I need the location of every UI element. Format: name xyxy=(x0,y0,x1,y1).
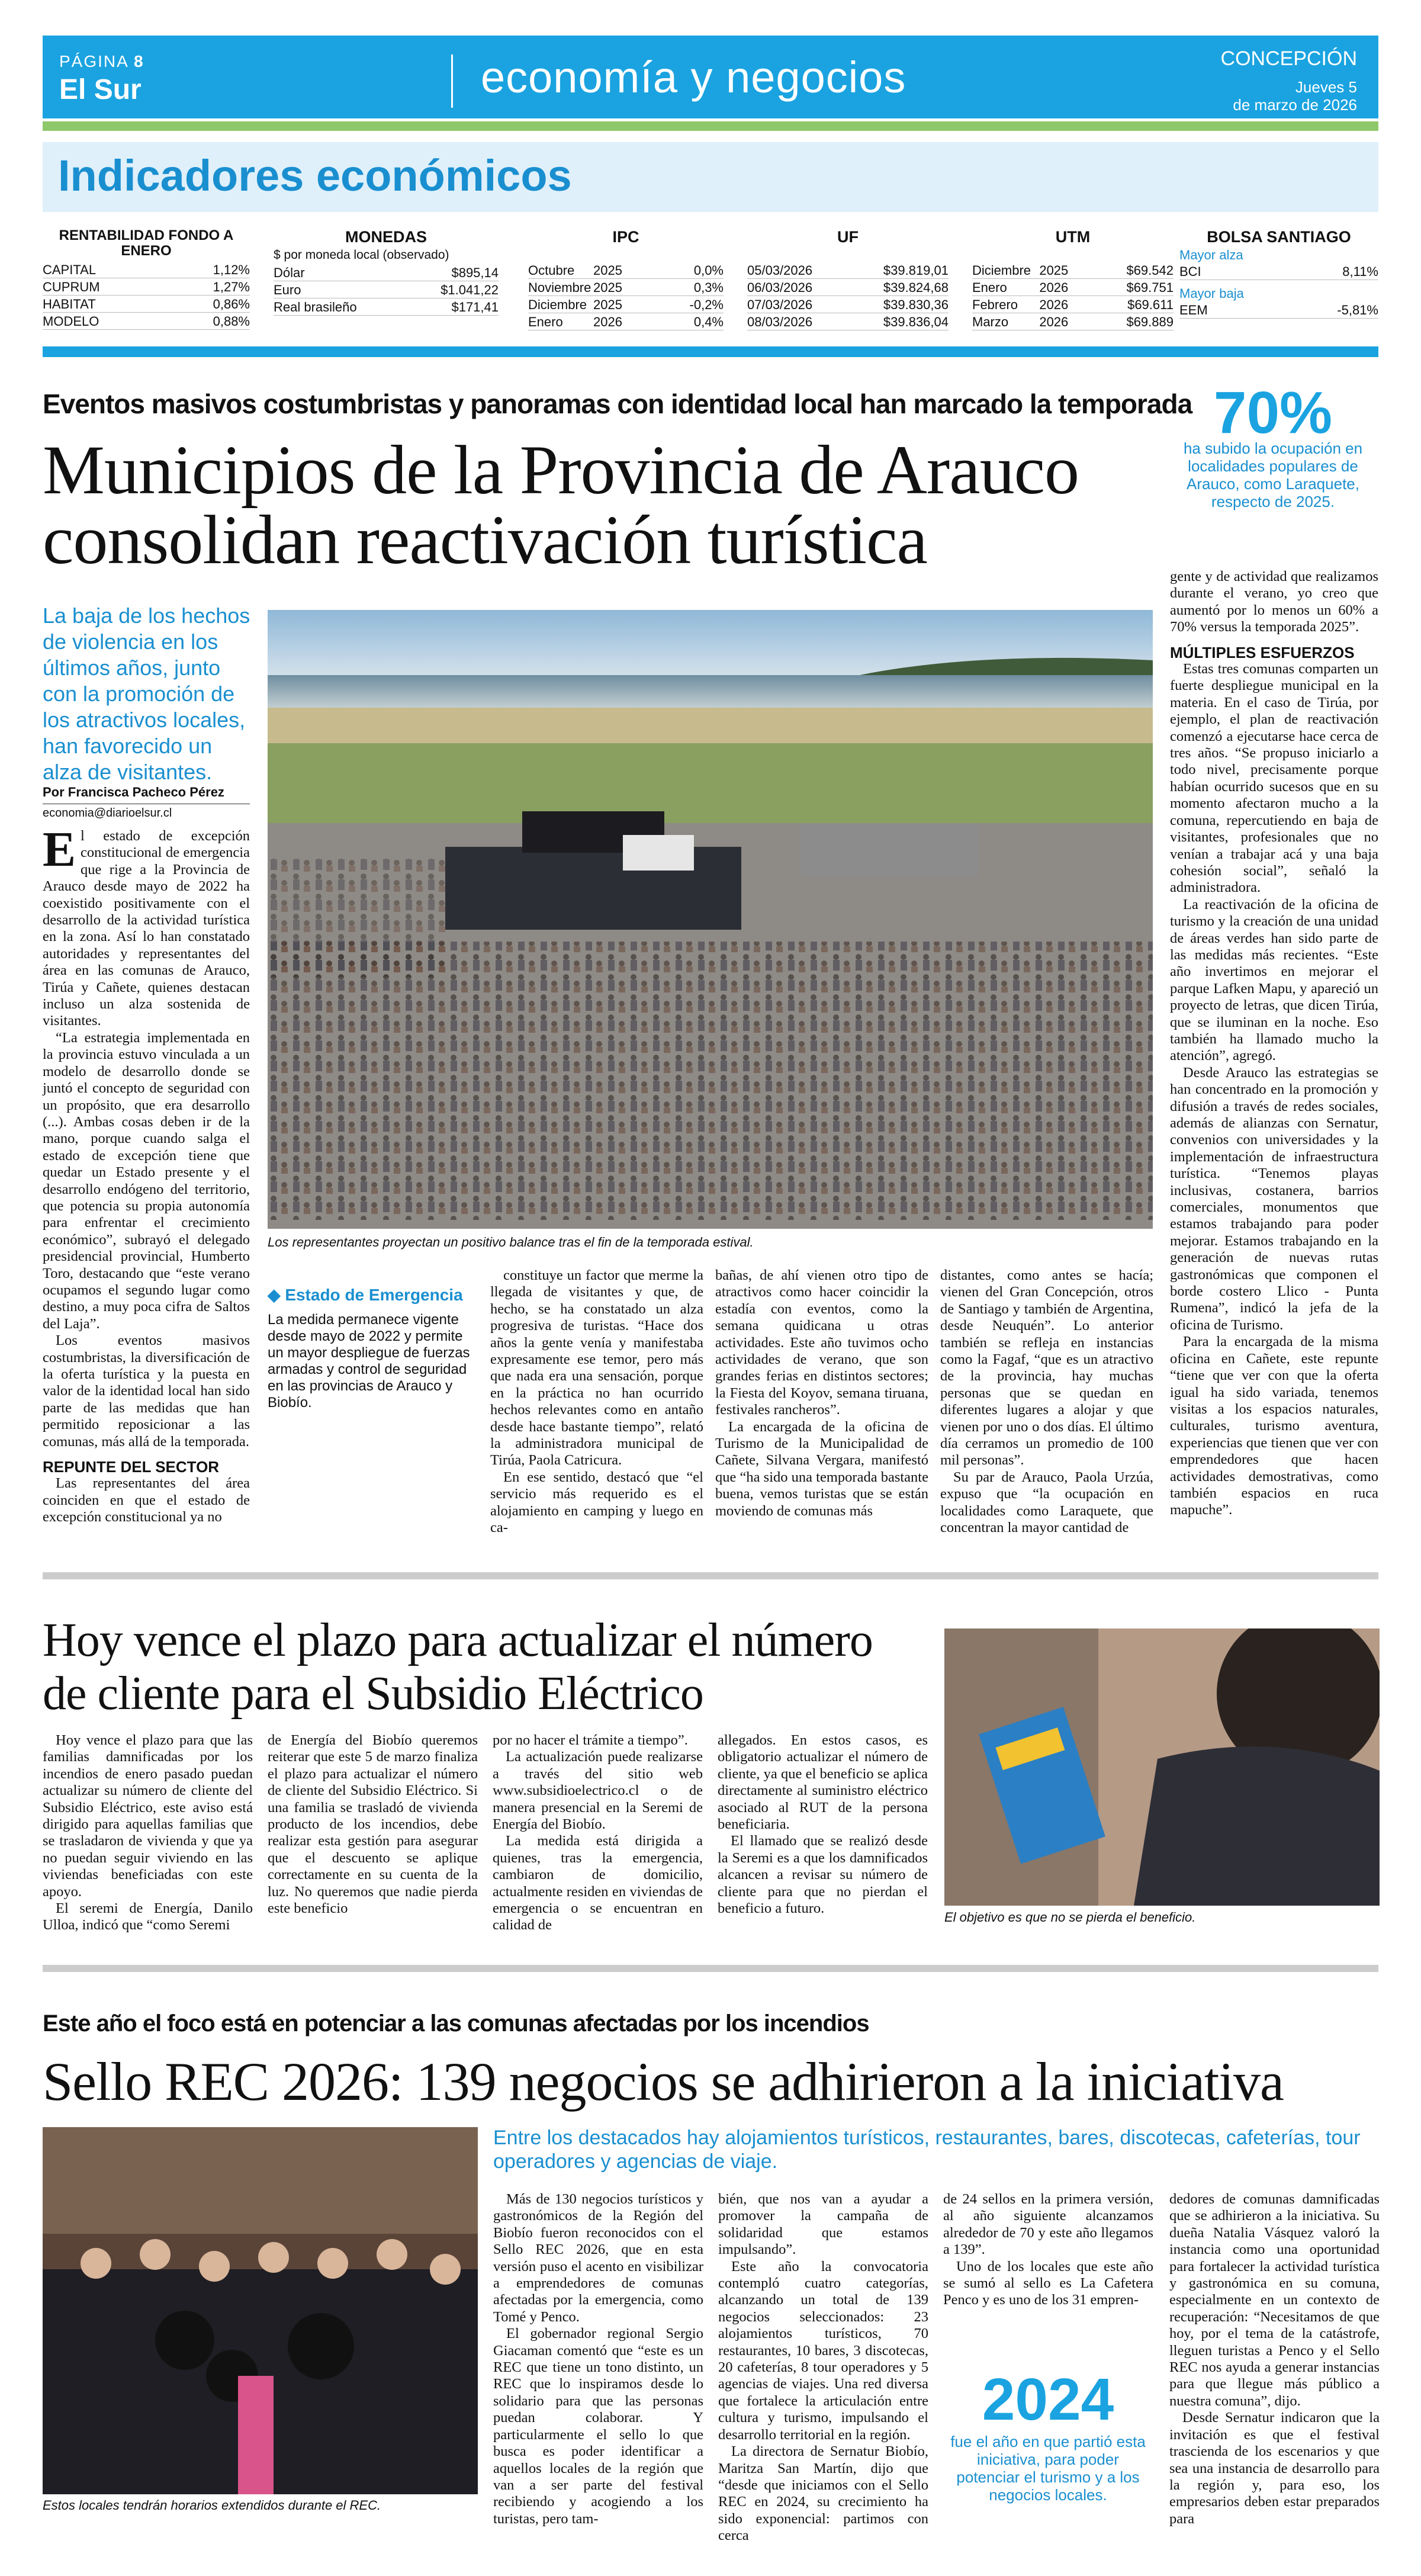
header-divider xyxy=(451,54,453,108)
masthead xyxy=(43,36,1378,118)
article3-kicker: Este año el foco está en potenciar a las comunas afectadas por los incendios xyxy=(43,2010,869,2037)
uf-row: 06/03/2026 $39.824,68 xyxy=(747,280,949,295)
article3-col3: de 24 sellos en la primera versión, al año siguiente alcanzamos alrededor de 70 y este año llegamos a 139”. Uno de los locales que este año se sumó al sello es La Cafetera Penco y es uno de los 31 empren- xyxy=(943,2191,1153,2308)
utm-title: UTM xyxy=(1055,228,1091,246)
green-rule xyxy=(43,121,1378,131)
uf-row: 08/03/2026 $39.836,04 xyxy=(747,314,949,329)
section-separator xyxy=(43,1572,1378,1579)
photo3-caption: Estos locales tendrán horarios extendidos durante el REC. xyxy=(43,2498,381,2513)
emergency-box xyxy=(268,1285,481,1409)
date-label: Jueves 5 de marzo de 2026 xyxy=(1233,78,1357,114)
indicators-table xyxy=(43,228,1378,341)
article1-col4: distantes, como antes se hacía; vienen del Gran Concepción, otros de Santiago y también de Argentina, desde Neuquén”. Lo anterior también se refleja en instancias como la Fagaf, “que es un atractivo de la provincia, hay muchas personas que se quedan en diferentes lugares a alojar y que vienen por uno o dos días. El último día cerramos un promedio de 100 mil personas”. Su par de Arauco, Paola Urzúa, expuso que “la ocupación en localidades como Laraquete, que concentran la mayor cantidad de xyxy=(940,1267,1153,1536)
photo2-caption: El objetivo es que no se pierda el beneficio. xyxy=(944,1910,1196,1925)
afp-row: CUPRUM 1,27% xyxy=(43,280,250,294)
article3-col1: Más de 130 negocios turísticos y gastronómicos de la Región del Biobío fueron reconocidos con el Sello REC 2026, que en esta versión puso el acento en visibilizar a emprendedores de comunas afectadas por la emergencia, como Tomé y Penco. El gobernador regional Sergio Giacaman comentó que “este es un REC que tiene un tono distinto, un REC que lo inspiramos desde lo solidario para que las personas puedan colaborar. Y particularmente el sello lo que busca es poder identificar a aquellos locales de la región que van a ser parte del festival recibiendo y acogiendo a los turistas, pero tam- xyxy=(493,2191,703,2527)
monedas-block xyxy=(274,228,499,316)
article2-headline: Hoy vence el plazo para actualizar el número de cliente para el Subsidio Eléctrico xyxy=(43,1614,873,1720)
uf-title: UF xyxy=(837,228,859,246)
emergency-box-title: ◆ Estado de Emergencia xyxy=(268,1286,463,1304)
ipc-row: Enero 2026 0,4% xyxy=(528,314,724,329)
monedas-sub: $ por moneda local (observado) xyxy=(274,248,449,262)
section-title: economía y negocios xyxy=(481,53,906,102)
monedas-row: Euro $1.041,22 xyxy=(274,282,499,297)
article1-col5: gente y de actividad que realizamos durante el verano, yo creo que aumentó por lo menos un 60% a 70% versus la temporada 2025”. MÚLTIPLES ESFUERZOS Estas tres comunas comparten un fuerte despliegue municipal en la materia. En el caso de Tirúa, por ejemplo, el plan de reactivación comenzó a ejecutarse hace cerca de tres años. “Se propuso iniciarlo a todo nivel, precisamente porque habían ocurrido sucesos que en su momento afectaron mucho a la comuna, repercutiendo en baja de visitantes, profesionales que no venían a trabajar acá y una baja cohesión social”, señaló la administradora. La reactivación de la oficina de turismo y la creación de una unidad de áreas verdes han sido parte de las medidas más recientes. “Este año invertimos en mejorar el parque Lafken Mapu, y apareció un proyecto de letras, que dicen Tirúa, que se iluminan en la noche. Eso también ha llamado mucho la atención”, agregó. Desde Arauco las estrategias se han concentrado en la promoción y difusión a través de redes sociales, además de alianzas con Sernatur, convenios con universidades y la implementación de infraestructura turística. “Tenemos playas inclusivas, costanera, barrios comerciales, monumentos que estamos trabajando para poder mejorar. Estamos trabajando en la generación de nuevas rutas gastronómicas que componen el borde costero Llico - Punta Rumena”, indicó la jefa de la oficina de Turismo. Para la encargada de la misma oficina en Cañete, este repunte “tiene que ver con que la oferta igual ha sido variada, tenemos visitas a los espacios naturales, culturales, turismo aventura, experiencias que tienen que ver con emprendedores que hacen actividades demostrativas, como también espacios en ruca mapuche”. xyxy=(1170,568,1378,1518)
ipc-row: Noviembre 2025 0,3% xyxy=(528,280,724,295)
photo-arauco-event xyxy=(268,610,1153,1229)
article2-col3: por no hacer el trámite a tiempo”. La actualización puede realizarse a través del sitio web www.subsidioelectrico.cl o de manera presencial en la Seremi de Energía del Biobío. La medida está dirigida a quienes, tras la emergencia, cambiaron de domicilio, actualmente residen en viviendas de emergencia o se encuentran en calidad de xyxy=(493,1732,703,1933)
ipc-row: Diciembre 2025 -0,2% xyxy=(528,297,724,312)
ipc-block xyxy=(528,228,724,330)
emergency-box-text: La medida permanece vigente desde mayo de 2022 y permite un mayor despliegue de fuerzas armadas y control de seguridad en las provincias de Arauco y Biobío. xyxy=(268,1312,470,1411)
indicators-banner xyxy=(43,142,1378,212)
photo1-caption: Los representantes proyectan un positivo balance tras el fin de la temporada estival. xyxy=(268,1235,754,1250)
indicators-title: Indicadores económicos xyxy=(58,151,572,200)
blue-rule xyxy=(43,346,1378,357)
byline-block xyxy=(43,785,250,820)
article3-lede: Entre los destacados hay alojamientos turísticos, restaurantes, bares, discotecas, cafeterías, tour operadores y agencias de viaje. xyxy=(493,2127,1361,2173)
afp-row: CAPITAL 1,12% xyxy=(43,262,250,277)
article1-lede: La baja de los hechos de violencia en los últimos años, junto con la promoción de los atractivos locales, han favorecido un alza de visitantes. xyxy=(43,603,250,784)
page-label: PÁGINA 8 xyxy=(59,52,144,70)
byline-email: economia@diarioelsur.cl xyxy=(43,804,250,820)
article1-kicker: Eventos masivos costumbristas y panoramas con identidad local han marcado la temporada xyxy=(43,388,1192,419)
bolsa-down-label: Mayor baja xyxy=(1179,286,1244,301)
brand-logo: El Sur xyxy=(59,74,142,105)
stat-70-caption: ha subido la ocupación en localidades populares de Arauco, como Laraquete, respecto de 2025. xyxy=(1183,439,1363,510)
article2-col4: allegados. En estos casos, es obligatorio actualizar el número de cliente, ya que el beneficio se aplica directamente al suministro eléctrico asociado al RUT de la persona beneficiaria. El llamado que se realizó desde la Seremi es a que los damnificados alcancen a revisar su número de cliente para que no pierdan el beneficio a futuro. xyxy=(718,1732,928,1917)
bolsa-block: BOLSA SANTIAGO Mayor alza BCI 8,11% Mayor baja EEM -5,81% xyxy=(1179,228,1378,317)
article2-col2: de Energía del Biobío queremos reiterar que este 5 de marzo finaliza el plazo para actualizar el número de cliente del Subsidio Eléctrico. Si una familia se trasladó de vivienda producto de los incendios, debe realizar esta gestión para asegurar que el descuento se aplique correctamente en su cuenta de la luz. No queremos que nadie pierda este beneficio xyxy=(268,1732,478,1917)
afp-block xyxy=(43,228,250,330)
utm-block xyxy=(972,228,1174,330)
stat-2024-caption: fue el año en que partió esta iniciativa, para poder potenciar el turismo y a los negocios locales. xyxy=(950,2433,1146,2504)
byline: Por Francisca Pacheco Pérez xyxy=(43,785,224,799)
ipc-row: Octubre 2025 0,0% xyxy=(528,263,724,278)
uf-row: 05/03/2026 $39.819,01 xyxy=(747,263,949,278)
afp-row: HABITAT 0,86% xyxy=(43,297,250,311)
article3-headline: Sello REC 2026: 139 negocios se adhirieron a la iniciativa xyxy=(43,2051,1284,2112)
monedas-title: MONEDAS xyxy=(345,228,427,246)
photo-rec xyxy=(43,2127,478,2494)
uf-block xyxy=(747,228,949,330)
bolsa-up-label: Mayor alza xyxy=(1179,248,1243,262)
article1-col2: constituye un factor que merme la llegada de visitantes y que, de hecho, se ha constatado un alza progresiva de turistas. “Hace dos años la gente venía y manifestaba expresamente ese temor, pero más que nada era una sensación, porque en la práctica no han ocurrido hechos relevantes como en antaño desde hace bastante tiempo”, relató la administradora municipal de Tirúa, Paola Catricura. En ese sentido, destacó que “el servicio más requerido es el alojamiento en camping y luego en ca- xyxy=(490,1267,703,1536)
article3-col4: dedores de comunas damnificadas que se adhirieron a la iniciativa. Su dueña Natalia Vásquez valoró la instancia como una oportunidad para fortalecer la actividad turística y gastronómica en su comuna, especialmente en un contexto de recuperación: “Necesitamos de que hoy, por el tema de la catástrofe, lleguen turistas a Penco y el Sello REC nos ayuda a generar instancias para que llegue más público a nuestra comuna”, dijo. Desde Sernatur indicaron que la invitación es que el festival trascienda de los escenarios y que sea una instancia de desarrollo para la región y, para eso, los empresarios deben estar preparados para xyxy=(1169,2191,1380,2527)
afp-row: MODELO 0,88% xyxy=(43,314,250,329)
city-label: CONCEPCIÓN xyxy=(1220,47,1357,70)
utm-row: Febrero 2026 $69.611 xyxy=(972,297,1174,312)
article1-col3: bañas, de ahí vienen otro tipo de atractivos como hacer coincidir la estadía con eventos, como la semana quidicana u otras actividades. Este año tuvimos ocho actividades de verano, que son grandes ferias en distintos sectores; la Fiesta del Koyov, semana tiruana, festivales rancheros”. La encargada de la oficina de Turismo de la Municipalidad de Cañete, Silvana Vergara, manifestó que “ha sido una temporada bastante buena, vemos turistas que se están moviendo de comunas más xyxy=(715,1267,928,1519)
article1-headline: Municipios de la Provincia de Arauco consolidan reactivación turística xyxy=(43,431,1079,579)
monedas-row: Dólar $895,14 xyxy=(274,265,499,280)
utm-row: Enero 2026 $69.751 xyxy=(972,280,1174,295)
utm-row: Diciembre 2025 $69.542 xyxy=(972,263,1174,278)
uf-row: 07/03/2026 $39.830,36 xyxy=(747,297,949,312)
article2-col1: Hoy vence el plazo para que las familias damnificadas por los incendios de enero pasado puedan actualizar su número de cliente del Subsidio Eléctrico, este aviso está dirigido para aquellas familias que se trasladaron de vivienda y que ya no puedan seguir viviendo en las viviendas beneficiadas con este apoyo. El seremi de Energía, Danilo Ulloa, indicó que “como Seremi xyxy=(43,1732,253,1933)
photo-subsidio xyxy=(944,1629,1380,1906)
article1-col1: El estado de excepción constitucional de emergencia que rige a la Provincia de Arauco desde mayo de 2022 ha coexistido positivamente con el desarrollo de la actividad turística en la zona. Así lo han constatado autoridades y representantes del área en las comunas de Arauco, Tirúa y Cañete, quienes destacan incluso un alza sostenida de visitantes. “La estrategia implementada en la provincia estuvo vinculada a un modelo de desarrollo donde se juntó el concepto de seguridad con un propósito, que era desarrollo (...). Ambas cosas deben ir de la mano, porque cuando salga el estado de excepción tiene que quedar un Estado presente y el desarrollo endógeno del territorio, que potencia su propia autonomía para enfrentar el crecimiento económico”, subrayó el delegado presidencial provincial, Humberto Toro, destacando que “este verano ocupamos el segundo lugar como destino, a muy poca cifra de Saltos del Laja”. Los eventos masivos costumbristas, la diversificación de la oferta turística y la puesta en valor de la identidad local han sido parte de las medidas que han permitido reposicionar a las comunas, más allá de la temporada. REPUNTE DEL SECTOR Las representantes del área coinciden en que el estado de excepción constitucional ya no xyxy=(43,822,250,1525)
stat-70: 70% xyxy=(1213,380,1333,446)
ipc-title: IPC xyxy=(612,228,639,246)
utm-row: Marzo 2026 $69.889 xyxy=(972,314,1174,329)
afp-title: RENTABILIDAD FONDO A ENERO xyxy=(59,227,234,259)
section-separator-2 xyxy=(43,1965,1378,1972)
bolsa-title: BOLSA SANTIAGO xyxy=(1207,228,1351,246)
article3-col2: bién, que nos van a ayudar a promover la campaña de solidaridad que estamos impulsando”. Este año la convocatoria contempló cuatro categorías, alcanzando un total de 139 negocios seleccionados: 23 alojamientos turísticos, 70 restaurantes, 10 bares, 3 discotecas, 20 cafeterías, 8 tour operadores y 5 agencias de viajes. Una red diversa que fortalece la articulación entre cultura y turismo, impulsando el desarrollo territorial en la región. La directora de Sernatur Biobío, Maritza San Martín, dijo que “desde que iniciamos con el Sello REC en 2024, su crecimiento ha sido exponencial: partimos con cerca xyxy=(718,2191,928,2544)
monedas-row: Real brasileño $171,41 xyxy=(274,300,499,314)
stat-2024: 2024 xyxy=(982,2366,1114,2433)
